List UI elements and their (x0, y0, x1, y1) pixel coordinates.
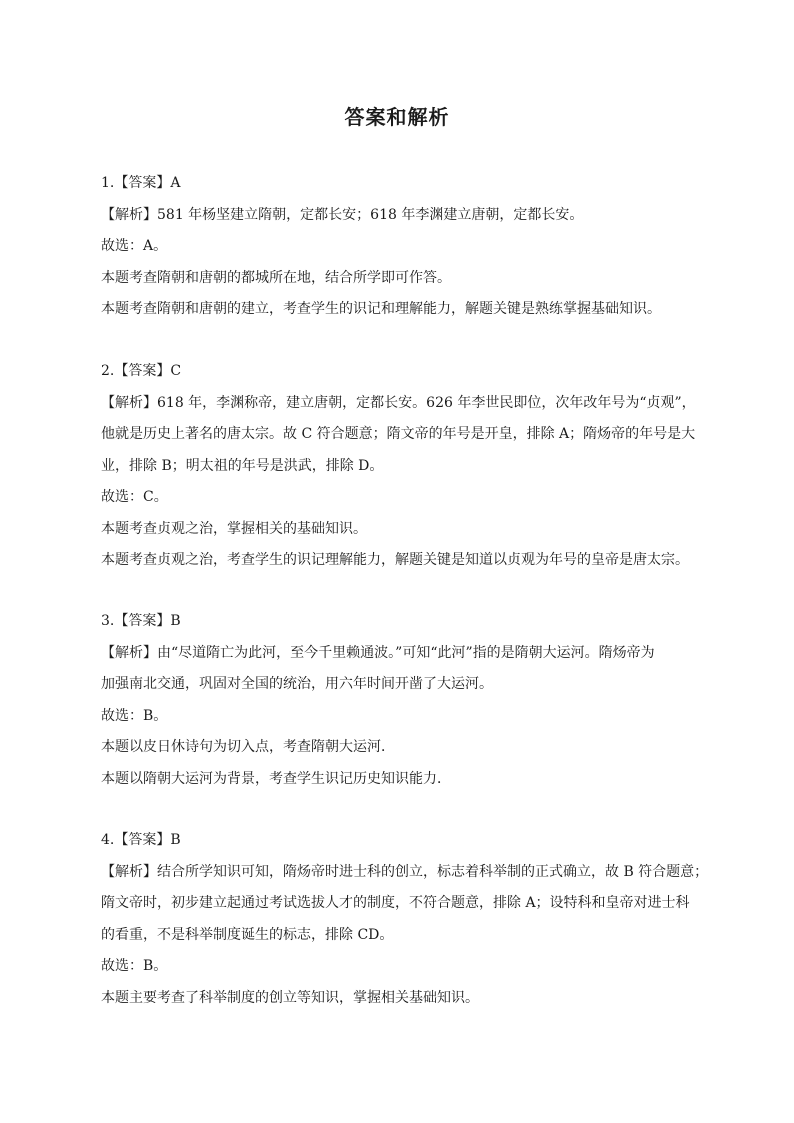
note-line: 本题以隋朝大运河为背景，考查学生识记历史知识能力． (101, 770, 451, 787)
answer-line: 4.【答案】B (101, 832, 181, 848)
analysis-line: 隋文帝时，初步建立起通过考试选拔人才的制度，不符合题意，排除 A；设特科和皇帝对进士科 (101, 895, 690, 911)
page-title: 答案和解析 (344, 105, 450, 129)
analysis-line: 业，排除 B；明太祖的年号是洪武，排除 D。 (101, 457, 384, 474)
choice-line: 故选：A。 (101, 238, 168, 254)
note-line: 本题考查贞观之治，考查学生的识记理解能力，解题关键是知道以贞观为年号的皇帝是唐太宗。 (101, 552, 689, 568)
answer-line: 3.【答案】B (101, 613, 181, 629)
analysis-line: 【解析】581 年杨坚建立隋朝，定都长安；618 年李渊建立唐朝，定都长安。 (101, 206, 584, 223)
analysis-line: 他就是历史上著名的唐太宗。故 C 符合题意；隋文帝的年号是开皇，排除 A；隋炀帝的年号是大 (101, 426, 696, 442)
note-line: 本题考查隋朝和唐朝的都城所在地，结合所学即可作答。 (101, 269, 451, 286)
question-4 (101, 825, 709, 1014)
analysis-line: 【解析】618 年，李渊称帝，建立唐朝，定都长安。626 年李世民即位，次年改年号为“贞观”， (101, 394, 696, 411)
question-3 (101, 606, 701, 795)
question-1 (101, 168, 701, 326)
note-line: 本题考查贞观之治，掌握相关的基础知识。 (101, 520, 367, 537)
analysis-line: 的看重，不是科举制度诞生的标志，排除 CD。 (101, 926, 394, 943)
question-2 (101, 356, 701, 577)
analysis-line: 【解析】由“尽道隋亡为此河，至今千里赖通波。”可知“此河”指的是隋朝大运河。隋炀帝为 (101, 644, 655, 661)
analysis-line: 【解析】结合所学知识可知，隋炀帝时进士科的创立，标志着科举制的正式确立，故 B 符合题意； (101, 863, 709, 880)
answer-line: 2.【答案】C (101, 363, 182, 379)
note-line: 本题考查隋朝和唐朝的建立，考查学生的识记和理解能力，解题关键是熟练掌握基础知识。 (101, 301, 661, 317)
note-line: 本题主要考查了科举制度的创立等知识，掌握相关基础知识。 (101, 989, 479, 1006)
choice-line: 故选：B。 (101, 707, 168, 724)
note-line: 本题以皮日休诗句为切入点，考查隋朝大运河． (101, 739, 395, 755)
choice-line: 故选：B。 (101, 958, 168, 974)
analysis-line: 加强南北交通，巩固对全国的统治，用六年时间开凿了大运河。 (101, 676, 493, 692)
answer-line: 1.【答案】A (101, 175, 181, 191)
choice-line: 故选：C。 (101, 489, 168, 505)
